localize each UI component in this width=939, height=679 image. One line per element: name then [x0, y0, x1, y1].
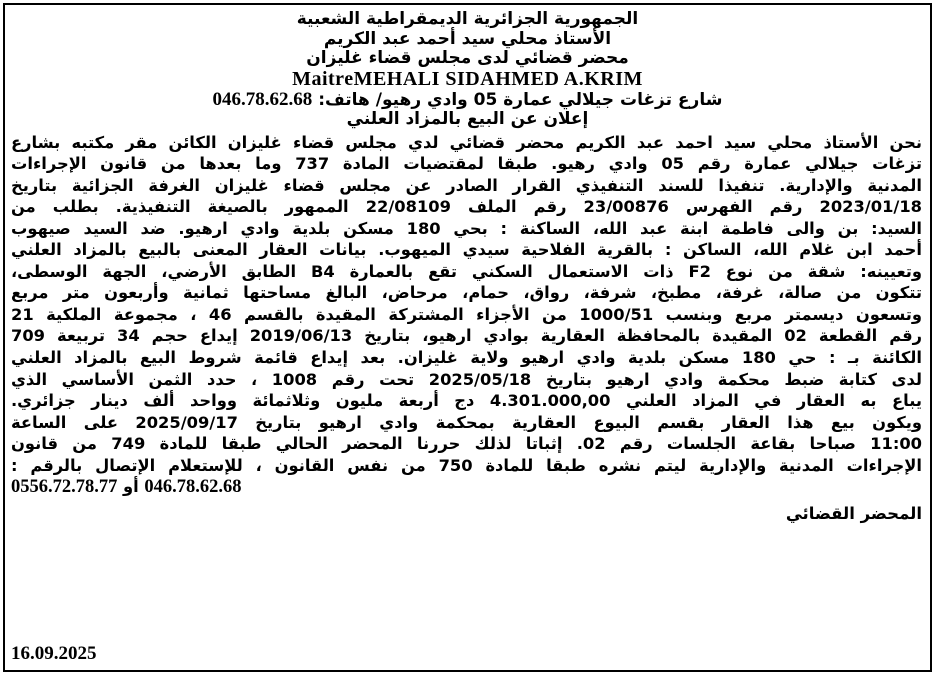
body-line: الإجراءات المدنية والإدارية ليتم نشره طبقا للمادة 750 من نفس القانون ، للإستعلام الإتصال بالرقم :	[11, 455, 922, 475]
office-title: محضر قضائي لدى مجلس قضاء غليزان	[306, 48, 629, 68]
office-phone: 046.78.62.68	[212, 88, 313, 110]
body-line: ويكون بيع هذا العقار بقسم البيوع العقارية بمحكمة وادي ارهيو بتاريخ 2025/09/17 على الساعة	[11, 412, 922, 432]
republic-title: الجمهورية الجزائرية الديمقراطية الشعبية	[296, 9, 639, 29]
contact-or: أو	[123, 477, 139, 497]
body-line: وتسعون ديسمتر مربع وبنسب 1000/51 من الأجزاء المشتركة المقيدة بالقسم 46 ، مجموعة الملكية 21	[11, 304, 922, 324]
body-line: المدنية والإدارية. تنفيذا للسند التنفيذي القرار الصادر عن مجلس قضاء غليزان الغرفة الجزائية بتاريخ	[11, 175, 922, 195]
notice-title: إعلان عن البيع بالمزاد العلني	[346, 109, 589, 129]
body-line: أحمد ابن غلام الله، الساكن : بالقرية الفلاحية سيدي الميهوب. بيانات العقار المعنى بالبيع بالمزاد العلني	[11, 240, 922, 260]
body-line: تزغات جيلالي عمارة رقم 05 وادي رهيو. طبقا لمقتضيات المادة 737 وما بعدها من قانون الإجراءات	[11, 154, 922, 174]
notice-body	[5, 132, 930, 499]
body-line: نحن الأستاذ محلي سيد احمد عبد الكريم محضر قضائي لدي مجلس قضاء غليزان الكائن مقر مكتبه بشارع	[11, 132, 922, 152]
body-line: وتعيينه: شقة من نوع F2 ذات الاستعمال السكني تقع بالعمارة B4 الطابق الأرضي، الجهة الوسطى،	[11, 261, 923, 281]
body-line: تتكون من صالة، غرفة، مطبخ، شرفة، رواق، حمام، مرحاض، البالغ مساحتها ثمانية وأربعون متر مربع	[11, 283, 922, 303]
body-line: الكائنة بـ : حي 180 مسكن بلدية وادي ارهيو ولاية غليزان. بعد إيداع قائمة شروط البيع بالمزاد العلني	[11, 347, 923, 367]
office-address	[5, 90, 930, 111]
body-line: 11:00 صباحا بقاعة الجلسات رقم 02. إثباتا لذلك حررنا المحضر الحالي طبقا للمادة 749 من قانون	[11, 434, 922, 454]
body-line: السيد: بن والى فاطمة ابنة عبد الله، الساكنة : بحي 180 مسكن بلدية وادي ارهيو. ضد السيد صيهوب	[11, 218, 922, 238]
notice-header	[5, 10, 930, 130]
notice-footer	[5, 503, 930, 525]
contact-phone-2: 0556.72.78.77	[11, 477, 118, 498]
body-line: رقم القطعة 02 المقيدة بالمحافظة العقارية بوادي ارهيو، بتاريخ 2019/06/13 إيداع حجم 34 تربيعة 709	[11, 326, 922, 346]
master-name-latin: MaitreMEHALI SIDAHMED A.KRIM	[292, 67, 643, 90]
body-line: 2023/01/18 رقم الفهرس 23/00876 رقم الملف 22/08109 الممهور بالصيغة التنفيذية. بطلب من	[11, 197, 923, 217]
body-line: يباع به العقار في المزاد العلني 4.301.000,00 دج أربعة مليون وثلاثمائة وواحد ألف دينار جزائري.	[11, 391, 923, 411]
address-text: شارع تزغات جيلالي عمارة 05 وادي رهيو/ هاتف:	[318, 89, 723, 110]
signatory-title: المحضر القضائي	[785, 503, 922, 523]
body-line: لدى كتابة ضبط محكمة وادي ارهيو بتاريخ 2025/05/18 تحت رقم 1008 ، حدد الثمن الأساسي الذي	[11, 369, 922, 389]
legal-notice-frame	[3, 3, 932, 672]
notice-date: 16.09.2025	[11, 643, 97, 664]
master-name-arabic: الأستاذ محلي سيد أحمد عبد الكريم	[323, 28, 612, 49]
contact-phone-1: 046.78.62.68	[144, 477, 242, 498]
contact-phones-line	[11, 476, 922, 499]
